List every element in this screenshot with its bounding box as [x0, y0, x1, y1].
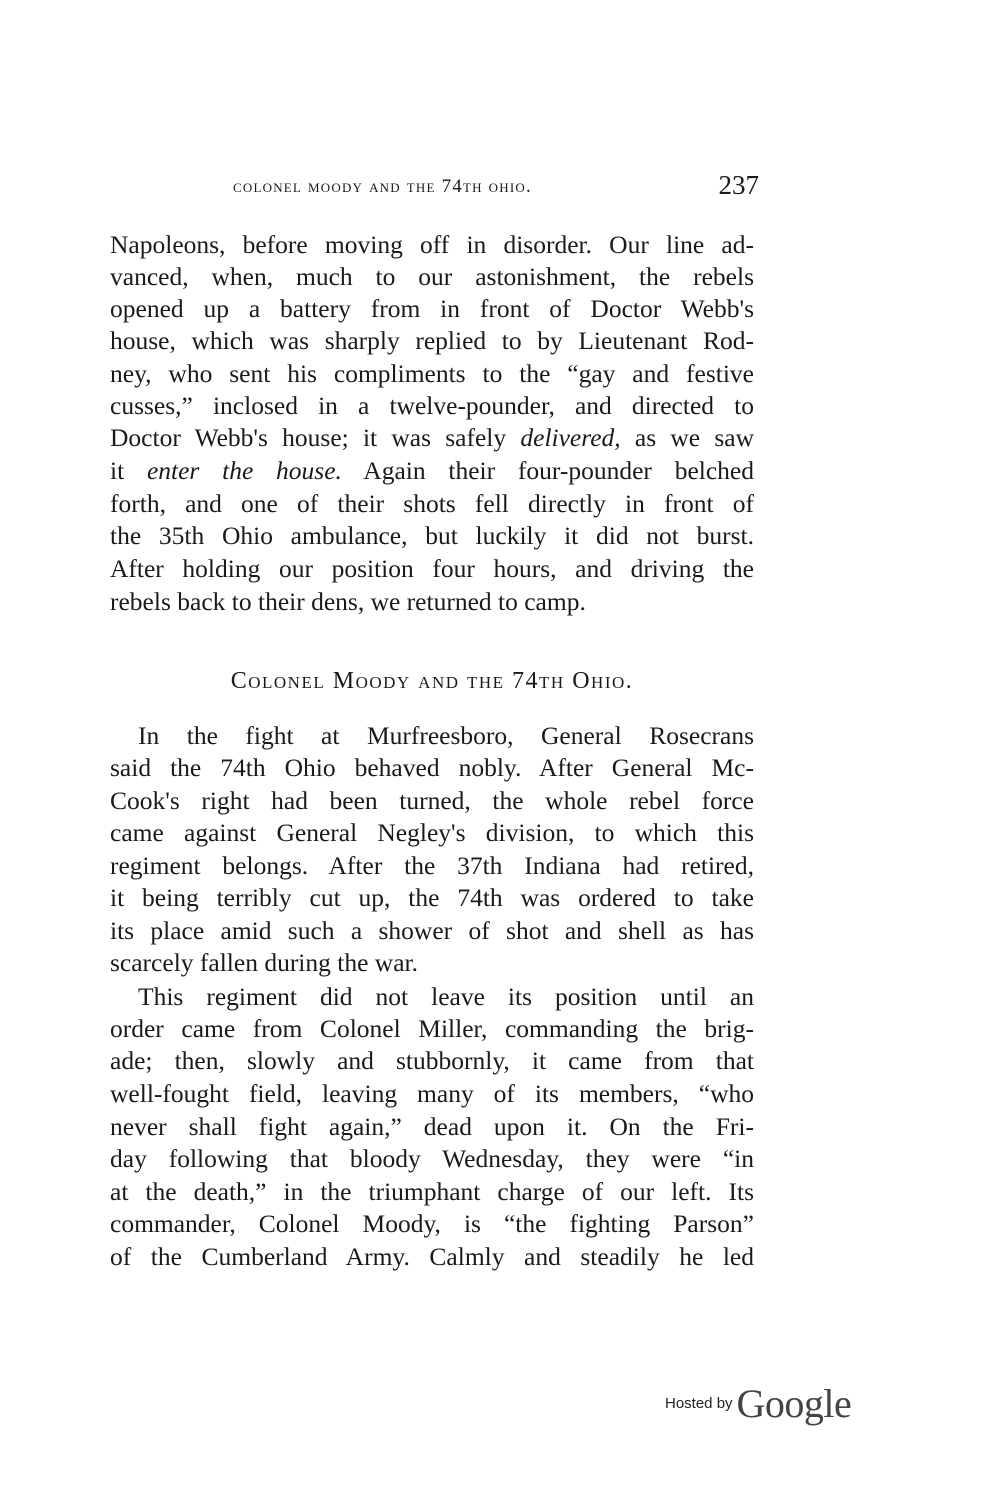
text-line: cusses,” inclosed in a twelve-pounder, and directed to	[110, 391, 754, 420]
text-segment: as we saw	[620, 423, 754, 452]
text-line: at the death,” in the triumphant charge of our left. Its	[110, 1177, 754, 1206]
text-line: ney, who sent his compliments to the “gay and festive	[110, 359, 754, 388]
text-line: order came from Colonel Miller, commanding the brig-	[110, 1014, 754, 1043]
italic-text: delivered,	[520, 423, 621, 452]
running-title: colonel moody and the 74th ohio.	[233, 176, 532, 197]
running-head	[195, 170, 765, 210]
text-line: the 35th Ohio ambulance, but luckily it did not burst.	[110, 521, 754, 550]
text-line: Napoleons, before moving off in disorder. Our line ad-	[110, 230, 754, 259]
text-line: opened up a battery from in front of Doctor Webb's	[110, 294, 754, 323]
text-segment: it	[110, 456, 147, 485]
hosted-by-watermark	[665, 1380, 885, 1436]
text-line: forth, and one of their shots fell directly in front of	[110, 489, 754, 518]
text-line: of the Cumberland Army. Calmly and steadily he led	[110, 1242, 754, 1271]
text-line: house, which was sharply replied to by Lieutenant Rod-	[110, 326, 754, 355]
text-line: ade; then, slowly and stubbornly, it came from that	[110, 1046, 754, 1075]
google-logo: Google	[736, 1381, 852, 1426]
text-line: came against General Negley's division, to which this	[110, 818, 754, 847]
page-number: 237	[718, 170, 759, 200]
text-segment: Again their four-pounder belched	[341, 456, 754, 485]
text-line: Cook's right had been turned, the whole rebel force	[110, 786, 754, 815]
text-line	[110, 454, 754, 488]
text-line: regiment belongs. After the 37th Indiana had retired,	[110, 851, 754, 880]
text-line: In the fight at Murfreesboro, General Rosecrans	[138, 721, 754, 750]
text-line: never shall fight again,” dead upon it. On the Fri-	[110, 1112, 754, 1141]
text-line: rebels back to their dens, we returned to camp.	[110, 587, 586, 616]
text-line: its place amid such a shower of shot and shell as has	[110, 916, 754, 945]
text-line: day following that bloody Wednesday, they were “in	[110, 1144, 754, 1173]
text-line: This regiment did not leave its position until an	[138, 982, 754, 1011]
text-line: well-fought field, leaving many of its members, “who	[110, 1079, 754, 1108]
text-line: After holding our position four hours, and driving the	[110, 554, 754, 583]
text-line: scarcely fallen during the war.	[110, 948, 418, 977]
italic-text: enter the house.	[146, 456, 342, 485]
hosted-by-label: Hosted by	[665, 1395, 733, 1412]
text-line: commander, Colonel Moody, is “the fighting Parson”	[110, 1209, 754, 1238]
text-segment: Doctor Webb's house; it was safely	[110, 423, 521, 452]
text-line	[110, 421, 754, 455]
text-line: said the 74th Ohio behaved nobly. After General Mc-	[110, 753, 754, 782]
text-line: vanced, when, much to our astonishment, the rebels	[110, 262, 754, 291]
text-line: it being terribly cut up, the 74th was ordered to take	[110, 883, 754, 912]
section-heading: Colonel Moody and the 74th Ohio.	[230, 668, 634, 694]
